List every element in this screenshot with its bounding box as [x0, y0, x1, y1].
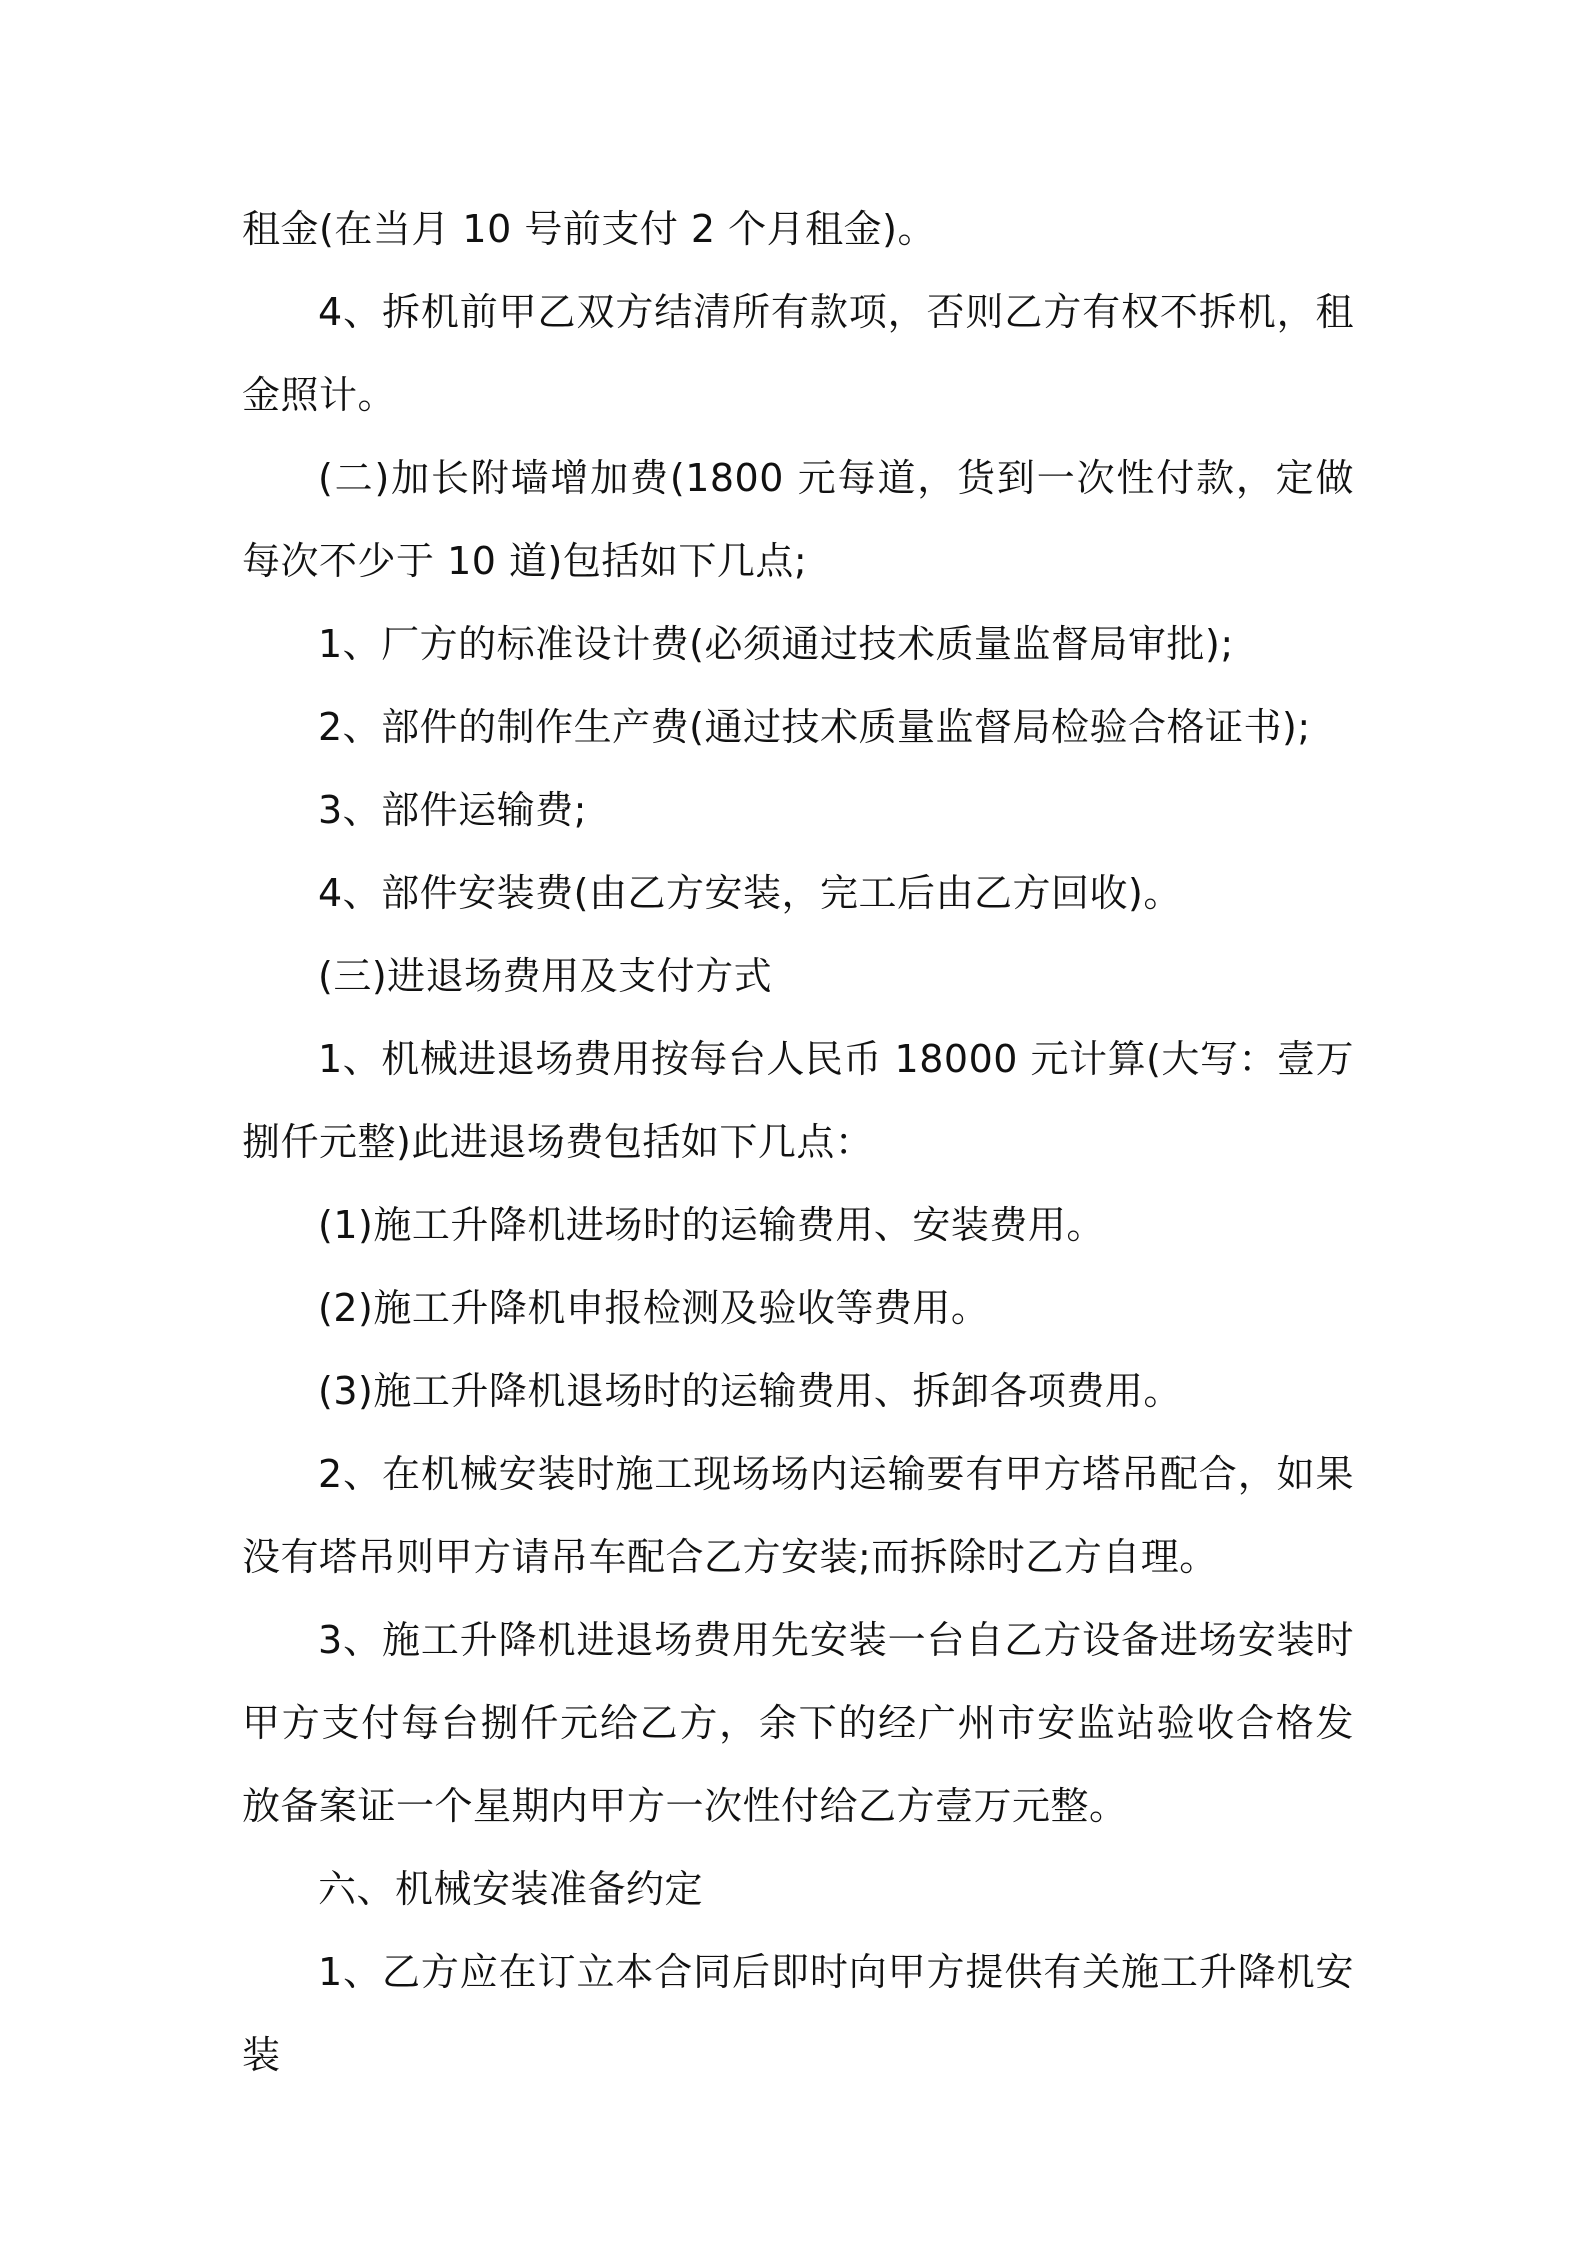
list-item-inspection-costs: (2)施工升降机申报检测及验收等费用。 — [318, 1286, 990, 1330]
paragraph-tower-crane-cooperation: 2、在机械安装时施工现场场内运输要有甲方塔吊配合，如果没有塔吊则甲方请吊车配合乙方安装;而拆除时乙方自理。 — [242, 1452, 1354, 1579]
section-installation-preparation: 六、机械安装准备约定 — [318, 1867, 704, 1911]
paragraph-installation-documents: 1、乙方应在订立本合同后即时向甲方提供有关施工升降机安装 — [242, 1950, 1354, 2077]
document-body — [242, 188, 1354, 2097]
paragraph-settlement-before-dismantle: 4、拆机前甲乙双方结清所有款项，否则乙方有权不拆机，租金照计。 — [242, 290, 1354, 417]
paragraph-rent-payment: 租金(在当月 10 号前支付 2 个月租金)。 — [242, 207, 936, 251]
paragraph-installation-fee: 4、部件安装费(由乙方安装，完工后由乙方回收)。 — [318, 871, 1182, 915]
paragraph-payment-schedule: 3、施工升降机进退场费用先安装一台自乙方设备进场安装时甲方支付每台捌仟元给乙方，余下的经广州市安监站验收合格发放备案证一个星期内甲方一次性付给乙方壹万元整。 — [242, 1618, 1354, 1828]
paragraph-production-fee: 2、部件的制作生产费(通过技术质量监督局检验合格证书); — [318, 705, 1311, 749]
section-entry-exit-costs: (三)进退场费用及支付方式 — [318, 954, 773, 998]
paragraph-design-fee: 1、厂方的标准设计费(必须通过技术质量监督局审批); — [318, 622, 1234, 666]
paragraph-transport-fee: 3、部件运输费; — [318, 788, 587, 832]
paragraph-entry-exit-price: 1、机械进退场费用按每台人民币 18000 元计算(大写：壹万捌仟元整)此进退场费包括如下几点： — [242, 1037, 1354, 1164]
list-item-exit-costs: (3)施工升降机退场时的运输费用、拆卸各项费用。 — [318, 1369, 1182, 1413]
paragraph-wall-attachment-fee: (二)加长附墙增加费(1800 元每道，货到一次性付款，定做每次不少于 10 道)包括如下几点; — [242, 456, 1354, 583]
list-item-entry-costs: (1)施工升降机进场时的运输费用、安装费用。 — [318, 1203, 1105, 1247]
